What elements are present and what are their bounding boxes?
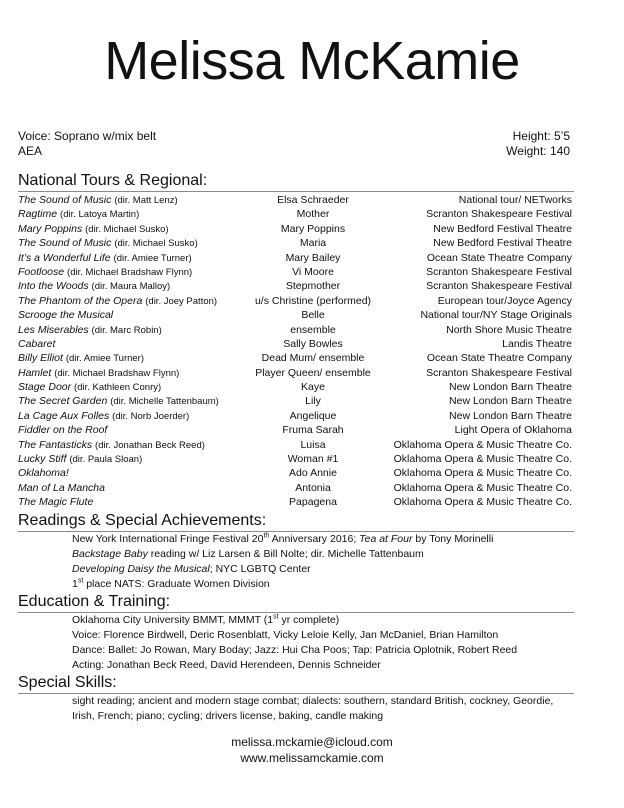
- reading-title: Developing Daisy the Musical: [72, 563, 210, 575]
- section-title-education: Education & Training:: [18, 593, 574, 613]
- credit-show: Les Miserables: [18, 323, 89, 336]
- education-list: [72, 613, 572, 673]
- ordinal-suffix: th: [263, 532, 270, 540]
- reading-item: [72, 532, 572, 547]
- credit-show: Scrooge the Musical: [18, 309, 114, 322]
- credit-row: [18, 236, 572, 250]
- credit-director: (dir. Michael Susko): [114, 238, 198, 250]
- credit-show: Billy Elliot: [18, 352, 63, 365]
- credit-row: [18, 394, 572, 408]
- reading-text: place NATS: Graduate Women Division: [83, 578, 270, 590]
- credit-show-cell: [18, 337, 248, 351]
- credit-venue: Oklahoma Opera & Music Theatre Co.: [393, 453, 572, 466]
- credit-venue: New London Barn Theatre: [449, 409, 572, 422]
- credit-director: (dir. Paula Sloan): [69, 454, 143, 466]
- credit-role: Dead Mum/ ensemble: [261, 352, 365, 365]
- credit-director: (dir. Jonathan Beck Reed): [95, 439, 205, 451]
- credit-role: Mother: [296, 208, 330, 221]
- height: Height: 5’5: [512, 129, 570, 143]
- union-affiliation: AEA: [18, 144, 43, 158]
- credit-show: Ragtime: [18, 208, 58, 221]
- credit-director: (dir. Amiee Turner): [65, 353, 144, 365]
- credit-row: [18, 308, 572, 322]
- credit-row: [18, 380, 572, 394]
- credit-director: (dir. Latoya Martin): [60, 209, 140, 221]
- credit-director: (dir. Maura Malloy): [91, 281, 171, 293]
- credit-show: Into the Woods: [18, 280, 89, 293]
- credit-role: Kaye: [301, 381, 325, 394]
- credit-row: [18, 438, 572, 452]
- performer-name: Melissa McKamie: [104, 31, 520, 91]
- education-item: Acting: Jonathan Beck Reed, David Herendeen, Dennis Schneider: [72, 659, 381, 671]
- credit-role: Player Queen/ ensemble: [255, 366, 371, 379]
- credit-show: The Sound of Music: [18, 194, 112, 206]
- credit-venue: New London Barn Theatre: [449, 395, 572, 408]
- credit-show: Fiddler on the Roof: [18, 424, 108, 437]
- credit-row: [18, 193, 572, 207]
- education-item: Dance: Ballet: Jo Rowan, Mary Boday; Jazz: Hui Cha Poos; Tap: Patricia Oplotnik, Robert Reed: [72, 644, 518, 656]
- credit-role: Woman #1: [287, 453, 339, 466]
- skills-text: sight reading; ancient and modern stage combat; dialects: southern, standard British, cockney, Geordie, Irish, French; piano; cycling; drivers license, baking, candle making: [72, 695, 554, 722]
- credit-role: Sally Bowles: [283, 337, 343, 350]
- physical-info: [506, 129, 570, 159]
- reading-text: Anniversary 2016;: [269, 533, 360, 545]
- credit-venue: Light Opera of Oklahoma: [454, 424, 572, 437]
- credit-row: [18, 337, 572, 351]
- credit-show-cell: [18, 409, 248, 423]
- credit-role: u/s Christine (performed): [254, 294, 372, 307]
- credit-show: The Fantasticks: [18, 438, 93, 451]
- credit-venue: Ocean State Theatre Company: [426, 251, 572, 264]
- credit-role: Mary Poppins: [280, 222, 346, 235]
- credit-role: Maria: [299, 237, 327, 250]
- credit-show-cell: [18, 452, 248, 466]
- credit-show-cell: [18, 351, 248, 365]
- credit-director: (dir. Michelle Tattenbaum): [110, 396, 219, 408]
- credit-show: Footloose: [18, 265, 65, 278]
- credit-venue: Oklahoma Opera & Music Theatre Co.: [393, 481, 572, 494]
- credit-show: The Magic Flute: [18, 496, 94, 509]
- credit-role: Papagena: [289, 496, 337, 509]
- credit-show-cell: [18, 265, 248, 279]
- credit-row: [18, 495, 572, 509]
- reading-item: [72, 577, 572, 592]
- education-text: yr complete): [278, 614, 340, 626]
- readings-list: [72, 532, 572, 592]
- credit-show: Cabaret: [18, 337, 56, 350]
- credit-show-cell: [18, 481, 248, 495]
- credit-show-cell: [18, 222, 248, 236]
- credit-venue: New Bedford Festival Theatre: [433, 237, 572, 250]
- section-title-skills: Special Skills:: [18, 674, 574, 694]
- contact-email[interactable]: melissa.mckamie@icloud.com: [231, 735, 393, 749]
- credit-show-cell: [18, 236, 248, 250]
- credit-row: [18, 251, 572, 265]
- credit-director: (dir. Michael Bradshaw Flynn): [67, 266, 193, 278]
- credit-director: (dir. Michael Bradshaw Flynn): [54, 367, 180, 379]
- reading-text: 1: [72, 578, 78, 590]
- credit-venue: National tour/ NETworks: [458, 194, 572, 206]
- credit-role: Vi Moore: [292, 265, 334, 278]
- credit-role: Ado Annie: [289, 467, 337, 480]
- reading-title: Backstage Baby: [72, 548, 148, 560]
- section-title-tours: National Tours & Regional:: [18, 172, 574, 192]
- credit-show-cell: [18, 495, 248, 509]
- credit-row: [18, 222, 572, 236]
- credit-director: (dir. Michael Susko): [85, 223, 169, 235]
- reading-item: [72, 547, 572, 562]
- credit-show-cell: [18, 279, 248, 293]
- credit-row: [18, 323, 572, 337]
- credit-venue: Scranton Shakespeare Festival: [426, 208, 572, 221]
- credit-venue: National tour/NY Stage Originals: [420, 309, 572, 322]
- reading-text: New York International Fringe Festival 20: [72, 533, 264, 545]
- credit-role: ensemble: [290, 323, 336, 336]
- credit-venue: Oklahoma Opera & Music Theatre Co.: [393, 438, 572, 451]
- ordinal-suffix: st: [77, 577, 84, 585]
- credit-venue: Landis Theatre: [502, 337, 572, 350]
- vocal-info: [18, 129, 156, 159]
- credit-row: [18, 452, 572, 466]
- credit-director: (dir. Joey Patton): [145, 295, 218, 307]
- credit-row: [18, 265, 572, 279]
- credit-venue: Oklahoma Opera & Music Theatre Co.: [393, 496, 572, 509]
- credit-role: Belle: [301, 309, 325, 322]
- credit-show-cell: [18, 366, 248, 380]
- credit-venue: Scranton Shakespeare Festival: [426, 366, 572, 379]
- education-text: Oklahoma City University BMMT, MMMT (1: [72, 614, 274, 626]
- credit-show: The Sound of Music: [18, 237, 112, 250]
- credit-show: Man of La Mancha: [18, 481, 105, 494]
- credit-row: [18, 409, 572, 423]
- credit-role: Antonia: [295, 481, 331, 494]
- credit-show-cell: [18, 308, 248, 322]
- credit-row: [18, 207, 572, 221]
- credit-row: [18, 423, 572, 437]
- credit-role: Luisa: [300, 438, 326, 451]
- credit-venue: North Shore Music Theatre: [446, 323, 572, 336]
- education-item: Voice: Florence Birdwell, Deric Rosenblatt, Vicky Leloie Kelly, Jan McDaniel, Brian Hamilton: [72, 629, 499, 641]
- section-title-readings: Readings & Special Achievements:: [18, 512, 574, 532]
- credit-venue: New London Barn Theatre: [449, 381, 572, 394]
- credit-row: [18, 351, 572, 365]
- credit-show: Mary Poppins: [18, 222, 83, 235]
- credit-show: The Secret Garden: [18, 395, 108, 408]
- credit-row: [18, 481, 572, 495]
- education-item: [72, 613, 572, 628]
- credit-show-cell: [18, 438, 248, 452]
- reading-text: reading w/ Liz Larsen & Bill Nolte; dir. Michelle Tattenbaum: [147, 548, 424, 560]
- credit-venue: Scranton Shakespeare Festival: [426, 265, 572, 278]
- credit-row: [18, 366, 572, 380]
- credit-role: Stepmother: [285, 280, 341, 293]
- credit-show-cell: [18, 380, 248, 394]
- credit-role: Lily: [305, 395, 321, 408]
- credit-row: [18, 466, 572, 480]
- reading-text: by Tony Morinelli: [412, 533, 494, 545]
- credit-show: It’s a Wonderful Life: [18, 251, 111, 264]
- credit-show-cell: [18, 423, 248, 437]
- credit-role: Angelique: [289, 409, 337, 422]
- contact-website[interactable]: www.melissamckamie.com: [240, 751, 384, 765]
- reading-item: [72, 562, 572, 577]
- credit-row: [18, 294, 572, 308]
- credit-show-cell: [18, 394, 248, 408]
- voice-type: Voice: Soprano w/mix belt: [18, 129, 157, 143]
- credit-row: [18, 279, 572, 293]
- reading-title: Tea at Four: [359, 533, 413, 545]
- weight: Weight: 140: [506, 144, 570, 158]
- credit-show-cell: [18, 193, 248, 207]
- credit-show: La Cage Aux Folles: [18, 409, 110, 422]
- credits-table: [18, 193, 572, 510]
- credit-show-cell: [18, 251, 248, 265]
- credit-venue: Oklahoma Opera & Music Theatre Co.: [393, 467, 572, 480]
- credit-director: (dir. Norb Joerder): [112, 410, 190, 422]
- credit-director: (dir. Matt Lenz): [114, 195, 178, 206]
- ordinal-suffix: st: [273, 613, 279, 621]
- credit-director: (dir. Amiee Turner): [113, 252, 192, 264]
- reading-text: ; NYC LGBTQ Center: [209, 563, 311, 575]
- credit-show: Lucky Stiff: [18, 453, 67, 466]
- credit-show-cell: [18, 323, 248, 337]
- credit-venue: Scranton Shakespeare Festival: [426, 280, 572, 293]
- credit-role: Mary Bailey: [285, 251, 341, 264]
- credit-show: The Phantom of the Opera: [18, 294, 143, 307]
- credit-venue: Ocean State Theatre Company: [426, 352, 572, 365]
- credit-role: Elsa Schraeder: [277, 194, 349, 206]
- credit-show-cell: [18, 466, 248, 480]
- credit-show: Hamlet: [18, 366, 52, 379]
- credit-director: (dir. Kathleen Conry): [74, 382, 162, 394]
- credit-director: (dir. Marc Robin): [91, 324, 162, 336]
- credit-show: Stage Door: [18, 381, 72, 394]
- credit-show: Oklahoma!: [18, 467, 69, 480]
- credit-venue: European tour/Joyce Agency: [437, 294, 572, 307]
- credit-role: Fruma Sarah: [282, 424, 344, 437]
- credit-show-cell: [18, 294, 248, 308]
- credit-show-cell: [18, 207, 248, 221]
- credit-venue: New Bedford Festival Theatre: [433, 222, 572, 235]
